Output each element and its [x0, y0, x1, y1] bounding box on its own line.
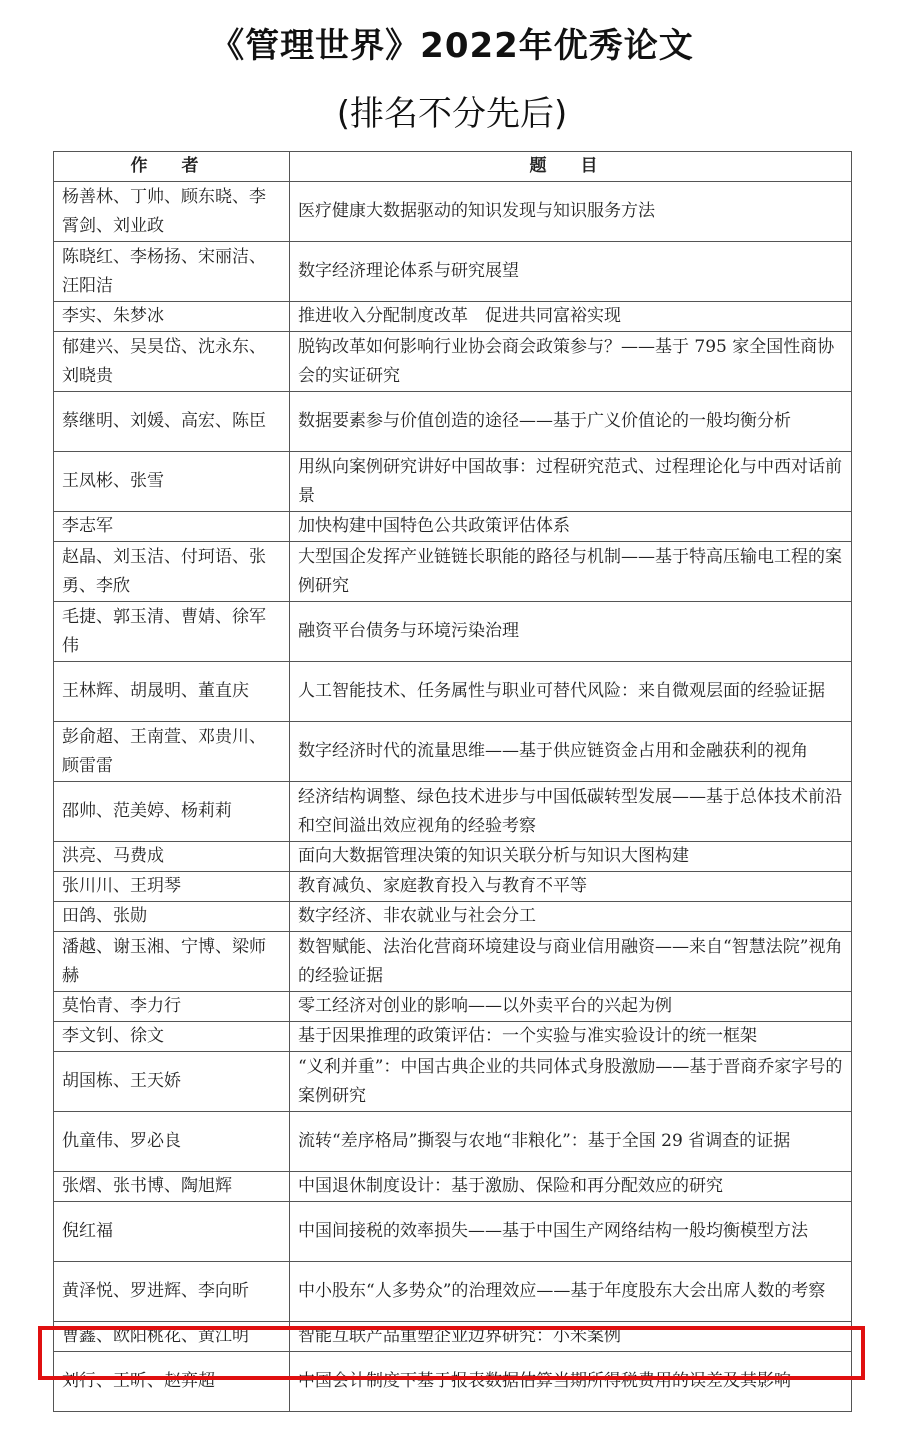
row-title: 用纵向案例研究讲好中国故事：过程研究范式、过程理论化与中西对话前景 [290, 452, 852, 512]
table-row [54, 992, 852, 1022]
column-header-authors: 作 者 [54, 152, 290, 182]
table-row [54, 662, 852, 722]
row-authors: 邵帅、范美婷、杨莉莉 [54, 782, 290, 842]
row-title: 经济结构调整、绿色技术进步与中国低碳转型发展——基于总体技术前沿和空间溢出效应视角的经验考察 [290, 782, 852, 842]
row-authors: 莫怡青、李力行 [54, 992, 290, 1022]
row-title: 脱钩改革如何影响行业协会商会政策参与？——基于 795 家全国性商协会的实证研究 [290, 332, 852, 392]
table-row [54, 392, 852, 452]
row-authors: 王林辉、胡晟明、董直庆 [54, 662, 290, 722]
row-title: 中小股东“人多势众”的治理效应——基于年度股东大会出席人数的考察 [290, 1262, 852, 1322]
row-title: 数字经济、非农就业与社会分工 [290, 902, 852, 932]
row-authors: 张川川、王玥琴 [54, 872, 290, 902]
row-authors: 刘行、王昕、赵弈超 [54, 1352, 290, 1412]
column-header-title: 题 目 [290, 152, 852, 182]
table-row [54, 1172, 852, 1202]
row-authors: 彭俞超、王南萱、邓贵川、顾雷雷 [54, 722, 290, 782]
row-title: “义利并重”：中国古典企业的共同体式身股激励——基于晋商乔家字号的案例研究 [290, 1052, 852, 1112]
row-title: 基于因果推理的政策评估：一个实验与准实验设计的统一框架 [290, 1022, 852, 1052]
row-authors: 毛捷、郭玉清、曹婧、徐军伟 [54, 602, 290, 662]
page-title: 《管理世界》2022年优秀论文 [210, 26, 694, 66]
row-title: 医疗健康大数据驱动的知识发现与知识服务方法 [290, 182, 852, 242]
table-row [54, 602, 852, 662]
table-row [54, 182, 852, 242]
table-row [54, 1202, 852, 1262]
papers-table [53, 151, 852, 1412]
table-row [54, 842, 852, 872]
row-authors: 田鸽、张勋 [54, 902, 290, 932]
row-title: 中国会计制度下基于报表数据估算当期所得税费用的误差及其影响 [290, 1352, 852, 1412]
row-title: 零工经济对创业的影响——以外卖平台的兴起为例 [290, 992, 852, 1022]
table-row [54, 932, 852, 992]
row-authors: 蔡继明、刘媛、高宏、陈臣 [54, 392, 290, 452]
table-row [54, 1112, 852, 1172]
table-row [54, 452, 852, 512]
row-authors: 仇童伟、罗必良 [54, 1112, 290, 1172]
row-title: 融资平台债务与环境污染治理 [290, 602, 852, 662]
row-title: 大型国企发挥产业链链长职能的路径与机制——基于特高压输电工程的案例研究 [290, 542, 852, 602]
row-title: 流转“差序格局”撕裂与农地“非粮化”：基于全国 29 省调查的证据 [290, 1112, 852, 1172]
row-authors: 倪红福 [54, 1202, 290, 1262]
row-authors: 潘越、谢玉湘、宁博、梁师赫 [54, 932, 290, 992]
table-row [54, 242, 852, 302]
table-row [54, 512, 852, 542]
row-title: 加快构建中国特色公共政策评估体系 [290, 512, 852, 542]
page-subtitle: (排名不分先后) [336, 94, 568, 134]
table-header-row [54, 152, 852, 182]
row-title: 智能互联产品重塑企业边界研究：小米案例 [290, 1322, 852, 1352]
table-body [54, 182, 852, 1412]
table-row [54, 1262, 852, 1322]
row-authors: 黄泽悦、罗进辉、李向昕 [54, 1262, 290, 1322]
table-row [54, 1052, 852, 1112]
row-title: 数据要素参与价值创造的途径——基于广义价值论的一般均衡分析 [290, 392, 852, 452]
row-authors: 李实、朱梦冰 [54, 302, 290, 332]
row-title: 数字经济时代的流量思维——基于供应链资金占用和金融获利的视角 [290, 722, 852, 782]
row-authors: 曹鑫、欧阳桃花、黄江明 [54, 1322, 290, 1352]
row-title: 教育减负、家庭教育投入与教育不平等 [290, 872, 852, 902]
row-authors: 李文钊、徐文 [54, 1022, 290, 1052]
table-row [54, 782, 852, 842]
row-authors: 陈晓红、李杨扬、宋丽洁、汪阳洁 [54, 242, 290, 302]
table-row [54, 332, 852, 392]
row-authors: 胡国栋、王天娇 [54, 1052, 290, 1112]
row-title: 数智赋能、法治化营商环境建设与商业信用融资——来自“智慧法院”视角的经验证据 [290, 932, 852, 992]
table-row [54, 1322, 852, 1352]
row-title: 面向大数据管理决策的知识关联分析与知识大图构建 [290, 842, 852, 872]
table-row [54, 1352, 852, 1412]
table-row [54, 302, 852, 332]
row-title: 推进收入分配制度改革 促进共同富裕实现 [290, 302, 852, 332]
row-title: 人工智能技术、任务属性与职业可替代风险：来自微观层面的经验证据 [290, 662, 852, 722]
row-authors: 李志军 [54, 512, 290, 542]
row-authors: 张熠、张书博、陶旭辉 [54, 1172, 290, 1202]
row-authors: 郁建兴、吴昊岱、沈永东、刘晓贵 [54, 332, 290, 392]
table-row [54, 902, 852, 932]
row-title: 中国退休制度设计：基于激励、保险和再分配效应的研究 [290, 1172, 852, 1202]
table-row [54, 872, 852, 902]
table-row [54, 542, 852, 602]
row-title: 数字经济理论体系与研究展望 [290, 242, 852, 302]
row-authors: 赵晶、刘玉洁、付珂语、张勇、李欣 [54, 542, 290, 602]
table-row [54, 1022, 852, 1052]
row-authors: 洪亮、马费成 [54, 842, 290, 872]
table-row [54, 722, 852, 782]
row-title: 中国间接税的效率损失——基于中国生产网络结构一般均衡模型方法 [290, 1202, 852, 1262]
row-authors: 王凤彬、张雪 [54, 452, 290, 512]
row-authors: 杨善林、丁帅、顾东晓、李霄剑、刘业政 [54, 182, 290, 242]
